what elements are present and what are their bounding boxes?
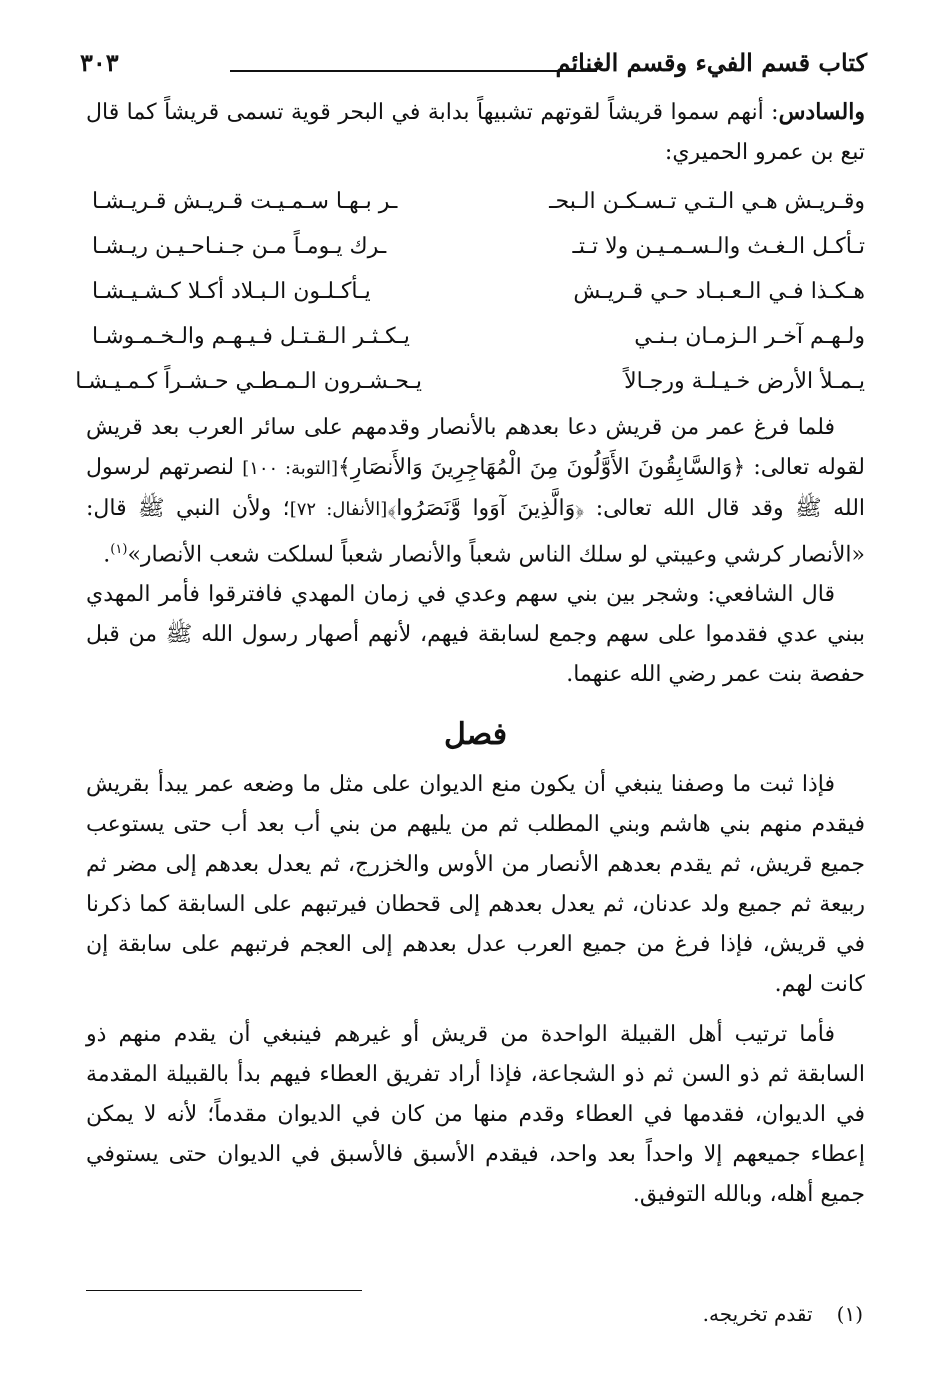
verse-second-hemistich: يـكـثـر الـقـتـل فـيـهـم والـخـمـوشـا [92, 324, 410, 349]
paragraph-tribe-order: فأما ترتيب أهل القبيلة الواحدة من قريش أو غيرهم فينبغي أن يقدم منهم ذو السابقة ثم ذو السن ثم ذو الشجاعة، فإذا أراد تفريق العطاء فيهم بدأ بالقبيلة المقدمة في الديوان، فقدمها في العطاء وقدم منها من كان في الديوان مقدماً؛ لأنه لا يمكن إعطاء جميعهم إلا واحداً بعد واحد، فيقدم الأسبق فالأسبق في الديوان حتى يستوفي جميع أهله، وبالله التوفيق. [86, 1022, 865, 1208]
verse-first-hemistich: وقـريـش هـي الـتـي تـسـكـن الـبحـ [549, 189, 865, 214]
poem-verse [86, 269, 865, 314]
verse-second-hemistich: ـرك يـومـاً مـن جـنـاحـيـن ريـشـا [92, 234, 387, 259]
verse-first-hemistich: ولـهـم آخـر الـزمـان بـنـي [634, 324, 865, 349]
intro-lead: والسادس [778, 99, 865, 125]
page-number: ٣٠٣ [80, 48, 119, 77]
verse-second-hemistich: ـر بـهـا سـمـيـت قـريـش قـريـشـا [92, 189, 398, 214]
poem [75, 179, 865, 404]
poem-verse [86, 224, 865, 269]
verse-reference: [الأنفال: ٧٢] [289, 499, 388, 520]
verse-first-hemistich: يـمـلأ الأرض خـيـلـة ورجـالاً [624, 369, 865, 394]
chapter-title: كتاب قسم الفيء وقسم الغنائم [555, 48, 867, 77]
footnote-rule [86, 1290, 362, 1291]
verse-second-hemistich: يـحـشـرون الـمـطـي حـشـراً كـمـيـشـا [75, 369, 422, 394]
footnote [703, 1302, 863, 1326]
paragraph-gap [86, 1005, 865, 1015]
verse-second-hemistich: يـأكـلـون الـبـلاد أكـلا كـشـيـشـا [92, 279, 371, 304]
running-header [80, 48, 867, 88]
quran-verse: ﴿وَالَّذِينَ آوَوا وَّنَصَرُوا﴾ [387, 496, 585, 521]
verse-first-hemistich: هـكـذا فـي الـعـبـاد حـي قـريـش [573, 279, 865, 304]
paragraph-ansar [86, 408, 865, 575]
footnote-marker[interactable]: (١) [110, 542, 128, 557]
poem-verse [75, 359, 865, 404]
intro-paragraph [86, 92, 865, 173]
verse-first-hemistich: تـأكـل الـغـث والـسـمـيـن ولا تـتـ [572, 234, 865, 259]
main-text [75, 92, 866, 1215]
intro-text: : أنهم سموا قريشاً لقوتهم تشبيهاً بدابة في البحر قوية تسمى قريشاً كما قال تبع بن عمرو الحميري: [86, 100, 865, 165]
quran-verse: ﴿وَالسَّابِقُونَ الأَوَّلُونَ مِنَ الْمُهَاجِرِينَ وَالأَنصَارِ﴾ [337, 455, 746, 480]
header-rule [230, 70, 597, 72]
text-run: . [103, 542, 111, 568]
section-heading: فصل [443, 717, 508, 753]
poem-verse [86, 314, 865, 359]
text-run: لنصرتهم لرسول الله ﷺ وقد قال الله تعالى: [86, 455, 866, 521]
paragraph-shafii: قال الشافعي: وشجر بين بني سهم وعدي في زمان المهدي فافترقوا فأمر المهدي ببني عدي فقدموا على سهم وجمع لسابقة فيهم، لأنهم أصهار رسول الله ﷺ من قبل حفصة بنت عمر رضي الله عنهما. [86, 582, 865, 688]
footnote-number: (١) [836, 1302, 863, 1326]
footnote-text: تقدم تخريجه. [702, 1302, 813, 1326]
text-run: ؛ ولأن النبي ﷺ قال: «الأنصار كرشي وعيبتي لو سلك الناس شعباً والأنصار شعباً لسلكت شعب الأنصار» [86, 496, 865, 568]
paragraph-diwan-order: فإذا ثبت ما وصفنا ينبغي أن يكون منع الديوان على مثل ما وضعه عمر يبدأ بقريش فيقدم منهم بني هاشم وبني المطلب ثم من يليهم من بني أب بعد أب حتى يستوعب جميع قريش، ثم يقدم بعدهم الأنصار من الأوس والخزرج، ثم يعدل بعدهم إلى مضر ثم ربيعة ثم جميع ولد عدنان، ثم يعدل بعدهم إلى قحطان فيرتبهم على السابقة كما ذكرنا في قريش، فإذا فرغ من جميع العرب عدل بعدهم إلى العجم فرتبهم على سابقة إن كانت لهم. [86, 772, 865, 998]
text-run: فلما فرغ عمر من قريش دعا بعدهم بالأنصار وقدمهم على سائر العرب بعد قريش لقوله تعالى: [86, 415, 866, 480]
poem-verse [86, 179, 865, 224]
verse-reference: [التوبة: ١٠٠] [242, 458, 338, 479]
